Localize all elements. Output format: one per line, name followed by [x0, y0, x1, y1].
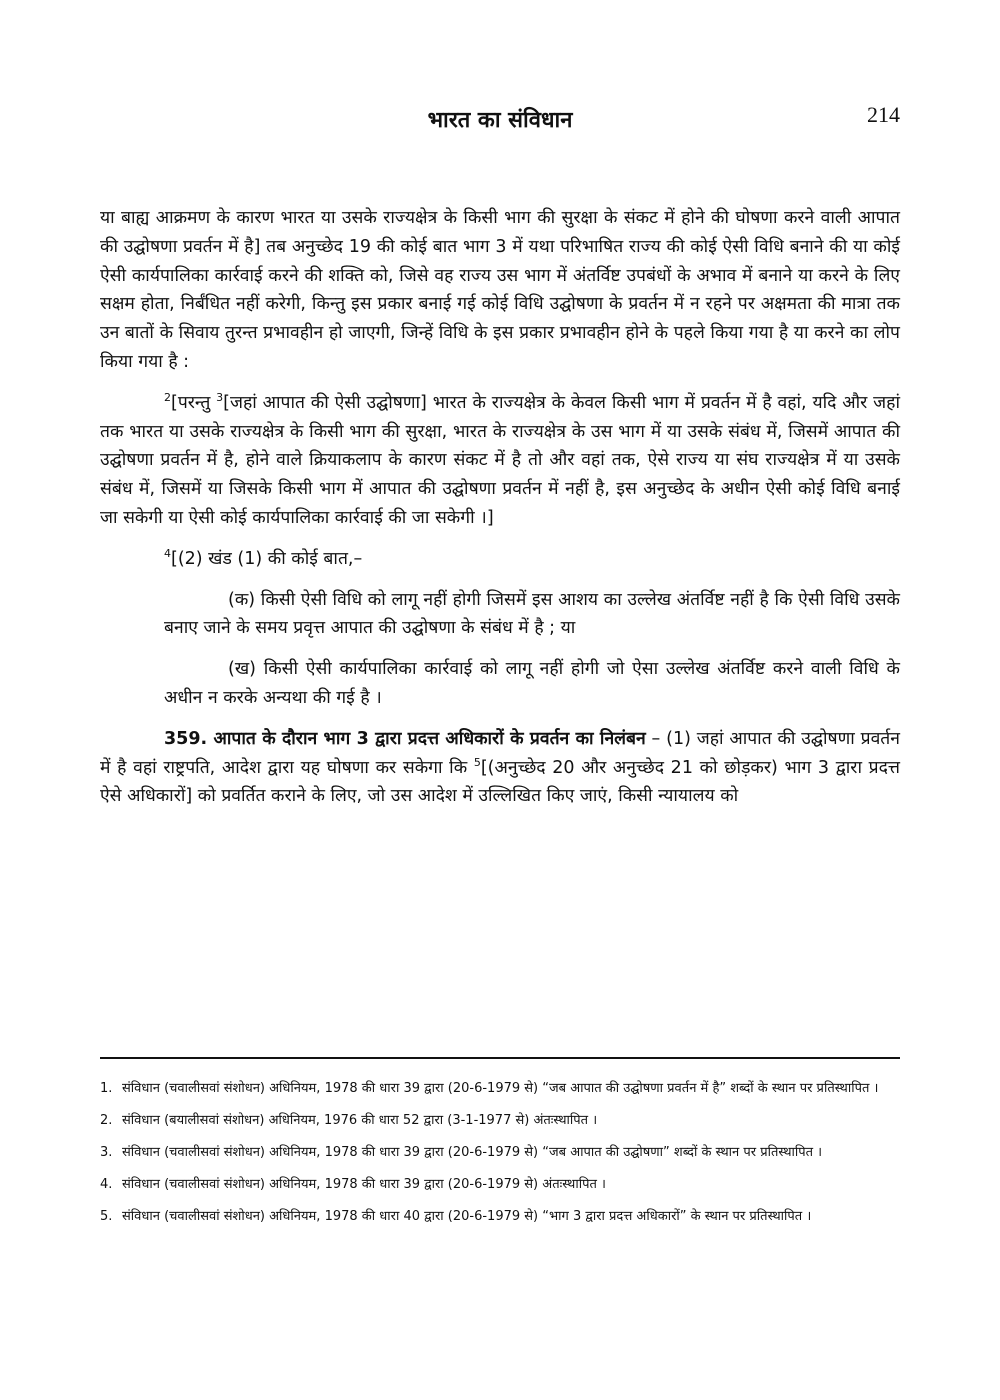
proviso-text-start: [परन्तु: [171, 392, 217, 413]
footnote-number: 4.: [100, 1177, 113, 1192]
footnote-marker: 2: [164, 390, 171, 404]
footnote-divider: [100, 1057, 900, 1059]
footnote-number: 5.: [100, 1209, 113, 1224]
footnote-number: 3.: [100, 1145, 113, 1160]
clause-2-text: [(2) खंड (1) की कोई बात,–: [171, 548, 363, 569]
footnote-item: [100, 1140, 900, 1165]
document-body: [100, 204, 900, 823]
footnote-marker: 3: [216, 390, 224, 404]
footnote-text: संविधान (चवालीसवां संशोधन) अधिनियम, 1978 की धारा 39 द्वारा (20-6-1979 से) “जब आपात की उद्घोषणा” शब्दों के स्थान पर प्रतिस्थापित ।: [122, 1145, 823, 1160]
proviso-text: [जहां आपात की ऐसी उद्घोषणा] भारत के राज्यक्षेत्र के केवल किसी भाग में प्रवर्तन में है वहां, यदि और जहां तक भारत या उसके राज्यक्षेत्र के किसी भाग की सुरक्षा, भारत के राज्यक्षेत्र के उस भाग में या उसके संबंध में, जिसमें आपात की उद्घोषणा प्रवर्तन में है, होने वाले क्रियाकलाप के कारण संकट में है तो और वहां तक, ऐसे राज्य या संघ राज्यक्षेत्र में या उसके संबंध में, जिसमें या जिसके किसी भाग में आपात की उद्घोषणा प्रवर्तन में नहीं है, इस अनुच्छेद के अधीन ऐसी कोई विधि बनाई जा सकेगी या ऐसी कोई कार्यपालिका कार्रवाई की जा सकेगी ।]: [100, 392, 900, 528]
paragraph-proviso: [100, 389, 900, 533]
article-359: [100, 725, 900, 811]
subclause-kha: (ख) किसी ऐसी कार्यपालिका कार्रवाई को लागू नहीं होगी जो ऐसा उल्लेख अंतर्विष्ट करने वाली विधि के अधीन न करके अन्यथा की गई है ।: [164, 659, 900, 708]
article-359-text: – (1) जहां आपात की उद्घोषणा प्रवर्तन में है वहां राष्ट्रपति, आदेश द्वारा यह घोषणा कर सकेगा कि: [100, 728, 900, 778]
article-359-text-cont: [(अनुच्छेद 20 और अनुच्छेद 21 को छोड़कर) भाग 3 द्वारा प्रदत्त ऐसे अधिकारों] को प्रवर्तित कराने के लिए, जो उस आदेश में उल्लिखित किए जाएं, किसी न्यायालय को: [100, 757, 900, 807]
footnote-item: [100, 1204, 900, 1229]
footnotes: [100, 1076, 900, 1236]
footnote-item: [100, 1076, 900, 1101]
footnote-number: 1.: [100, 1081, 113, 1096]
footnote-text: संविधान (चवालीसवां संशोधन) अधिनियम, 1978 की धारा 40 द्वारा (20-6-1979 से) “भाग 3 द्वारा प्रदत्त अधिकारों” के स्थान पर प्रतिस्थापित ।: [122, 1209, 812, 1224]
clause-2: [164, 545, 900, 574]
footnote-marker: 5: [473, 755, 481, 769]
page-number: 214: [867, 102, 900, 127]
footnote-number: 2.: [100, 1113, 113, 1128]
footnote-marker: 4: [164, 546, 171, 560]
footnote-item: [100, 1108, 900, 1133]
article-359-heading: 359. आपात के दौरान भाग 3 द्वारा प्रदत्त अधिकारों के प्रवर्तन का निलंबन: [164, 728, 646, 749]
page-title: भारत का संविधान: [427, 108, 573, 133]
footnote-text: संविधान (बयालीसवां संशोधन) अधिनियम, 1976 की धारा 52 द्वारा (3-1-1977 से) अंतःस्थापित ।: [122, 1113, 598, 1128]
subclause-ka: (क) किसी ऐसी विधि को लागू नहीं होगी जिसमें इस आशय का उल्लेख अंतर्विष्ट नहीं है कि ऐसी विधि उसके बनाए जाने के समय प्रवृत्त आपात की उद्घोषणा के संबंध में है ; या: [164, 589, 900, 639]
footnote-text: संविधान (चवालीसवां संशोधन) अधिनियम, 1978 की धारा 39 द्वारा (20-6-1979 से) “जब आपात की उद्घोषणा प्रवर्तन में है” शब्दों के स्थान पर प्रतिस्थापित ।: [122, 1081, 879, 1096]
footnote-item: [100, 1172, 900, 1197]
paragraph-continuation: या बाह्य आक्रमण के कारण भारत या उसके राज्यक्षेत्र के किसी भाग की सुरक्षा के संकट में होने की घोषणा करने वाली आपात की उद्घोषणा प्रवर्तन में है] तब अनुच्छेद 19 की कोई बात भाग 3 में यथा परिभाषित राज्य की कोई ऐसी विधि बनाने की या कोई ऐसी कार्यपालिका कार्रवाई करने की शक्ति को, जिसे वह राज्य उस भाग में अंतर्विष्ट उपबंधों के अभाव में बनाने या करने के लिए सक्षम होता, निर्बंधित नहीं करेगी, किन्तु इस प्रकार बनाई गई कोई विधि उद्घोषणा के प्रवर्तन में न रहने पर अक्षमता की मात्रा तक उन बातों के सिवाय तुरन्त प्रभावहीन हो जाएगी, जिन्हें विधि के इस प्रकार प्रभावहीन होने के पहले किया गया है या करने का लोप किया गया है :: [100, 208, 900, 372]
footnote-text: संविधान (चवालीसवां संशोधन) अधिनियम, 1978 की धारा 39 द्वारा (20-6-1979 से) अंतःस्थापित ।: [122, 1177, 606, 1192]
